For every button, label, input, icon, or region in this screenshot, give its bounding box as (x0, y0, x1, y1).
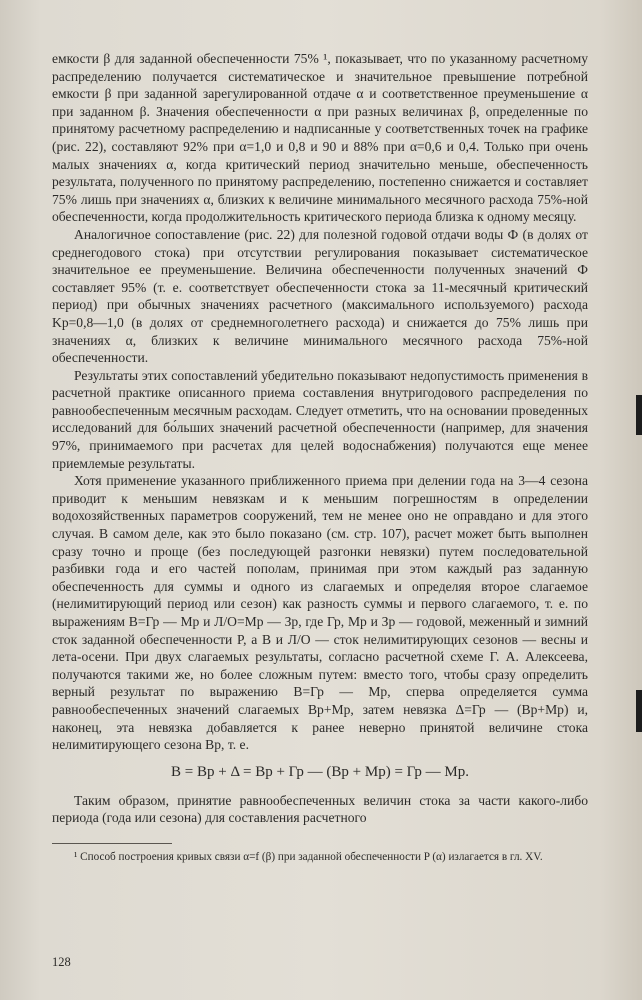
footnote: ¹ Способ построения кривых связи α=f (β) при заданной обеспеченности P (α) излагается в гл. XV. (74, 850, 543, 863)
footnote-divider (52, 843, 172, 844)
edge-tab-mark-upper (636, 395, 642, 435)
paragraph-5: Таким образом, принятие равнообеспеченных величин стока за части какого-либо периода (года или сезона) для составления расчетного (52, 792, 588, 826)
paragraph-3: Результаты этих сопоставлений убедительно показывают недопустимость применения в расчетной практике описанного приема составления внутригодового распределения по равнообеспеченным месячным расходам. Следует отметить, что на основании проведенных исследований для бо́льших значений расчетной обеспеченности (например, для значения 97%, принимаемого при расчетах для целей водоснабжения) получаются еще менее приемлемые результаты. (52, 367, 588, 471)
paragraph-1: емкости β для заданной обеспеченности 75% ¹, показывает, что по указанному расчетному распределению получается систематическое и значительное превышение потребной емкости β при заданной зарегулированной отдаче α и соответственное преуменьшение α при заданном β. Значения обеспеченности α при разных величинах β, определенные по принятому расчетному распределению и надписанные у соответственных точек на графике (рис. 22), составляют 92% при α=1,0 и 0,8 и 90 и 88% при α=0,6 и 0,4. Только при очень малых значениях α, когда критический период значительно меньше, обеспеченность результата, полученного по принятому распределению, постепенно снижается и составляет 75% лишь при значениях α, близких к величине минимального месячного расхода 75%-ной обеспеченности, когда продолжительность критического периода близка к одному месяцу. (52, 51, 588, 225)
paragraph-2: Аналогичное сопоставление (рис. 22) для полезной годовой отдачи воды Ф (в долях от среднегодового стока) при отсутствии регулирования показывает систематическое значительное ее преуменьшение. Величина обеспеченности полученных значений Ф составляет 95% (т. е. соответствует обеспеченности стока за 11-месячный критический период) при обычных значениях расчетного (максимального используемого) расхода Kр=0,8—1,0 (в долях от среднемноголетнего расхода) и снижается до 75% лишь при значениях α, близких к величине минимального месячного расхода 75%-ной обеспеченности. (52, 226, 588, 366)
page-body (52, 50, 588, 864)
edge-tab-mark-lower (636, 690, 642, 732)
page-number: 128 (52, 955, 71, 969)
formula: В = Вр + Δ = Вр + Гр — (Вр + Мр) = Гр — Мр. (171, 763, 469, 780)
paragraph-4: Хотя применение указанного приближенного приема при делении года на 3—4 сезона приводит к меньшим невязкам и к меньшим погрешностям в определении водохозяйственных параметров сооружений, тем не менее оно не оправдано и для этого случая. В самом деле, как это было показано (см. стр. 107), расчет может быть выполнен сразу точно и проще (без последующей разгонки невязки) путем последовательной разбивки года и его частей пополам, принимая при этом каждый раз заданную обеспеченность для суммы и одного из слагаемых и определяя второе слагаемое (нелимитирующий период или сезон) как разность суммы и первого слагаемого, т. е. по выражениям В=Гр — Мр и Л/О=Мр — Зр, где Гр, Мр и Зр — годовой, меженный и зимний сток заданной обеспеченности P, а В и Л/О — сток нелимитирующих сезонов — весны и лета-осени. При двух слагаемых результаты, согласно расчетной схеме Г. А. Алексеева, получаются такими же, но более сложным путем: вместо того, чтобы сразу определить верный результат по выражению В=Гр — Мр, сперва определяется сумма равнообеспеченных значений слагаемых Вр+Мр, затем невязка Δ=Гр — (Вр+Мр) и, наконец, эта невязка добавляется к ранее неверно принятой величине стока нелимитирующего сезона Вр, т. е. (52, 473, 588, 753)
